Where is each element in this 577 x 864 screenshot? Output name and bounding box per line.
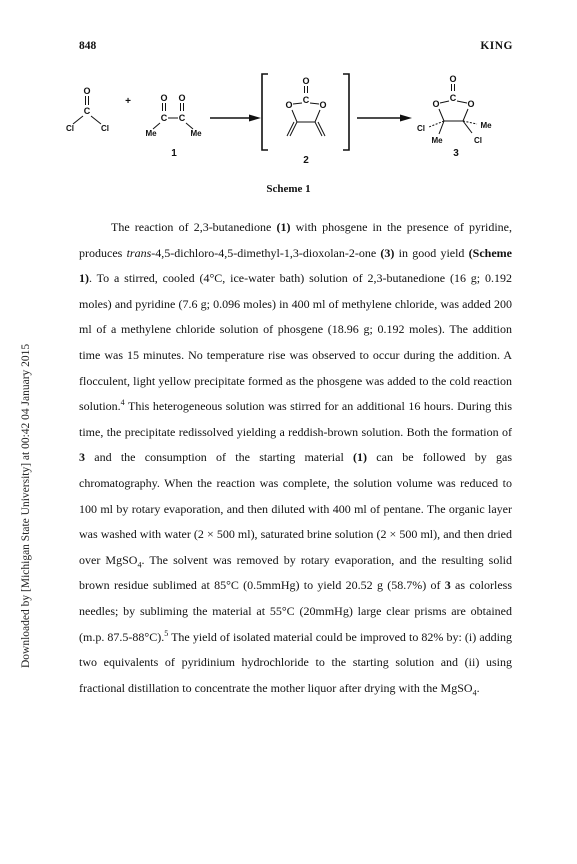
compound-label-3: 3 xyxy=(453,148,459,159)
page-number: 848 xyxy=(79,40,97,52)
running-head: KING xyxy=(480,40,513,52)
phosgene-Cl-left: Cl xyxy=(66,124,74,133)
product-Me-left: Me xyxy=(431,136,443,145)
intermediate-structure xyxy=(262,74,349,150)
intermediate-O-carbonyl: O xyxy=(302,76,310,86)
phosgene-structure xyxy=(66,86,109,133)
product-C: C xyxy=(449,93,457,103)
phosgene-C: C xyxy=(83,106,91,116)
body-text xyxy=(79,215,512,701)
phosgene-O: O xyxy=(83,86,91,96)
dione-C-right: C xyxy=(178,113,186,123)
butanedione-structure xyxy=(145,93,202,138)
footnote-ref-5: 5 xyxy=(164,628,169,638)
footnote-ref-4: 4 xyxy=(120,398,125,408)
reaction-scheme xyxy=(0,64,577,180)
product-O-right: O xyxy=(467,99,475,109)
compound-label-2: 2 xyxy=(303,155,309,166)
product-structure xyxy=(417,74,492,145)
compound-label-1: 1 xyxy=(171,148,177,159)
dione-O-left: O xyxy=(160,93,168,103)
dione-C-left: C xyxy=(160,113,168,123)
dione-Me-right: Me xyxy=(190,129,202,138)
phosgene-Cl-right: Cl xyxy=(101,124,109,133)
experimental-paragraph: The reaction of 2,3-butanedione (1) with phosgene in the presence of pyridine, produces trans-4,5-dichloro-4,5-dimethyl-1,3-dioxolan-2-one (3) in good yield (Scheme 1). To a stirred, cooled (4°C, ice-water bath) solution of 2,3-butanedione (16 g; 0.192 moles) and pyridine (7.6 g; 0.096 moles) in 400 ml of methylene chloride, was added 200 ml of a methylene chloride solution of phosgene (18.96 g; 0.192 moles). The addition time was 15 minutes. No temperature rise was observed to occur during the addition. A flocculent, light yellow precipitate formed as the phosgene was added to the cold reaction solution.$^4$ This heterogeneous solution was stirred for an additional 16 hours. During this time, the precipitate redissolved yielding a reddish-brown solution. Both the formation of 3 and the consumption of the starting material (1) can be followed by gas chromatography. When the reaction was complete, the solution volume was reduced to 100 ml by rotary evaporation, and then diluted with 400 ml of pentane. The organic layer was washed with water (2 × 500 ml), saturated brine solution (2 × 500 ml), and then dried over MgSO$_4$. The solvent was removed by rotary evaporation, and the resulting solid brown residue sublimed at 85°C (0.5mmHg) to yield 20.52 g (58.7%) of 3 as colorless needles; by subliming the material at 55°C (20mmHg) large clear prisms are obtained (m.p. 87.5-88°C).$^5$ The yield of isolated material could be improved to 82% by: (i) adding two equivalents of pyridinium hydrochloride to the starting solution and (ii) using fractional distillation to concentrate the mother liquor after drying with the MgSO$_4$. xyxy=(79,220,513,698)
dione-O-right: O xyxy=(178,93,186,103)
intermediate-O-left: O xyxy=(285,100,293,110)
intermediate-O-right: O xyxy=(319,100,327,110)
plus-sign: + xyxy=(125,96,131,107)
product-Me-right: Me xyxy=(480,121,492,130)
intermediate-C: C xyxy=(302,95,310,105)
product-O-left: O xyxy=(432,99,440,109)
product-Cl-right: Cl xyxy=(474,136,482,145)
product-O-carbonyl: O xyxy=(449,74,457,84)
scheme-caption: Scheme 1 xyxy=(266,183,311,195)
download-watermark: Downloaded by [Michigan State University] at 00:42 04 January 2015 xyxy=(20,343,32,668)
dione-Me-left: Me xyxy=(145,129,157,138)
product-Cl-left: Cl xyxy=(417,124,425,133)
